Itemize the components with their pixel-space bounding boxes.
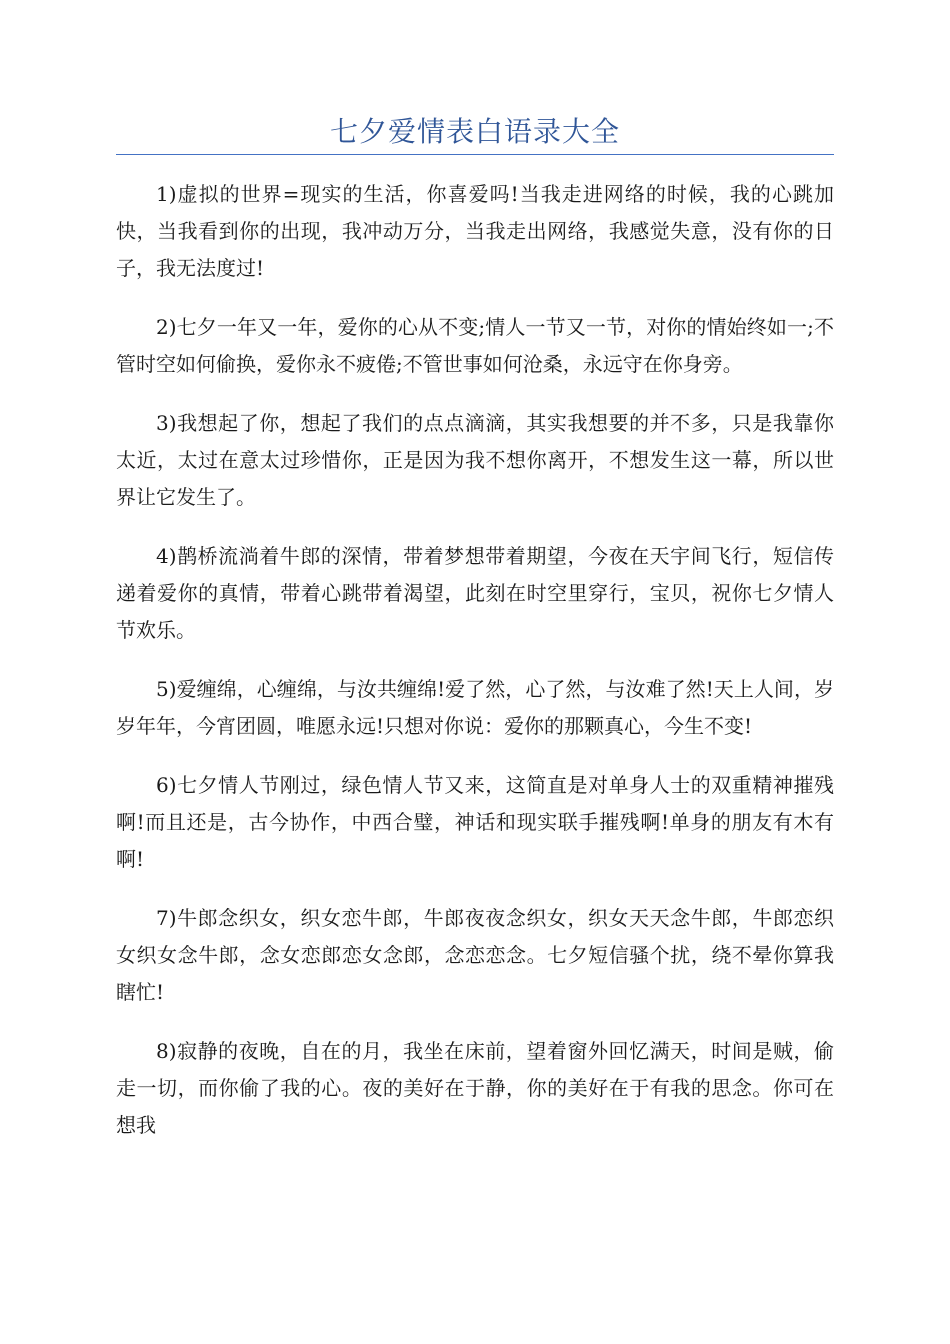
title-underline [116, 154, 834, 155]
paragraph-1: 1)虚拟的世界=现实的生活，你喜爱吗!当我走进网络的时候，我的心跳加快，当我看到你的出现，我冲动万分，当我走出网络，我感觉失意，没有你的日子，我无法度过! [116, 182, 834, 280]
paragraph-8: 8)寂静的夜晚，自在的月，我坐在床前，望着窗外回忆满天，时间是贼，偷走一切，而你偷了我的心。夜的美好在于静，你的美好在于有我的思念。你可在想我 [116, 1039, 834, 1137]
paragraph-5: 5)爱缠绵，心缠绵，与汝共缠绵!爱了然，心了然，与汝难了然!天上人间，岁岁年年，今宵团圆，唯愿永远!只想对你说：爱你的那颗真心，今生不变! [116, 677, 834, 738]
document-title: 七夕爱情表白语录大全 [329, 115, 620, 148]
paragraph-4: 4)鹊桥流淌着牛郎的深情，带着梦想带着期望，今夜在天宇间飞行，短信传递着爱你的真情，带着心跳带着渴望，此刻在时空里穿行，宝贝，祝你七夕情人节欢乐。 [116, 544, 834, 642]
paragraph-7: 7)牛郎念织女，织女恋牛郎，牛郎夜夜念织女，织女天天念牛郎，牛郎恋织女织女念牛郎，念女恋郎恋女念郎，念恋恋念。七夕短信骚个扰，绕不晕你算我瞎忙! [116, 906, 834, 1004]
paragraph-2: 2)七夕一年又一年，爱你的心从不变;情人一节又一节，对你的情始终如一;不管时空如何偷换，爱你永不疲倦;不管世事如何沧桑，永远守在你身旁。 [116, 315, 834, 376]
paragraph-6: 6)七夕情人节刚过，绿色情人节又来，这简直是对单身人士的双重精神摧残啊!而且还是，古今协作，中西合璧，神话和现实联手摧残啊!单身的朋友有木有啊! [116, 773, 834, 871]
paragraph-3: 3)我想起了你，想起了我们的点点滴滴，其实我想要的并不多，只是我靠你太近，太过在意太过珍惜你，正是因为我不想你离开，不想发生这一幕，所以世界让它发生了。 [116, 411, 834, 509]
document-body [116, 176, 834, 1166]
